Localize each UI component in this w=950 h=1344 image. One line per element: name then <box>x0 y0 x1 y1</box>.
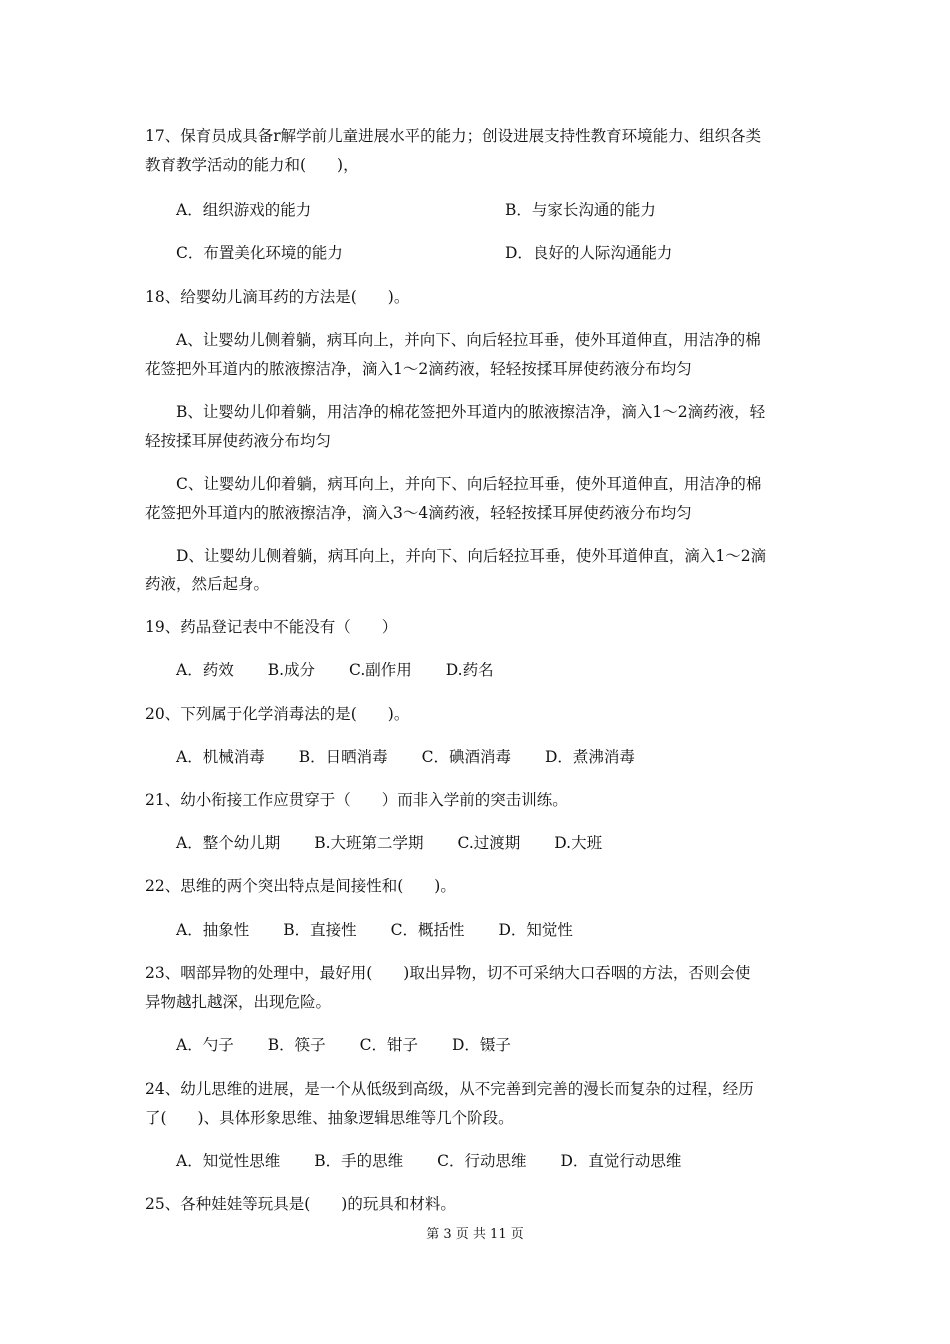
q18-option-a-line1: A、让婴幼儿侧着躺，病耳向上，并向下、向后轻拉耳垂，使外耳道伸直，用洁净的棉 <box>176 331 761 349</box>
q21-option-b: B.大班第二学期 <box>314 834 424 852</box>
q24-option-d: D．直觉行动思维 <box>560 1152 682 1170</box>
q22-option-d: D．知觉性 <box>498 921 573 939</box>
q21-stem: 21、幼小衔接工作应贯穿于（ ）而非入学前的突击训练。 <box>145 791 568 809</box>
q22-option-b: B．直接性 <box>283 921 357 939</box>
q19-stem: 19、药品登记表中不能没有（ ） <box>145 618 398 636</box>
q24-options <box>176 1151 846 1171</box>
q17-option-c: C．布置美化环境的能力 <box>176 244 343 262</box>
q18-option-b-line2: 轻按揉耳屏使药液分布均匀 <box>145 432 332 450</box>
q20-options <box>176 747 846 767</box>
q17-option-b: B．与家长沟通的能力 <box>505 201 656 219</box>
q19-option-d: D.药名 <box>445 661 494 679</box>
q19-options <box>176 660 846 680</box>
q18-option-c-line1: C、让婴幼儿仰着躺，病耳向上，并向下、向后轻拉耳垂，使外耳道伸直，用洁净的棉 <box>176 475 762 493</box>
q20-option-d: D．煮沸消毒 <box>544 748 635 766</box>
q23-options <box>176 1035 846 1055</box>
q18-option-b-line1: B、让婴幼儿仰着躺，用洁净的棉花签把外耳道内的脓液擦洁净，滴入1～2滴药液，轻 <box>176 403 766 421</box>
q22-option-a: A．抽象性 <box>176 921 250 939</box>
q24-stem-line2: 了( )、具体形象思维、抽象逻辑思维等几个阶段。 <box>145 1109 514 1127</box>
q23-option-c: C．钳子 <box>359 1036 418 1054</box>
q18-stem: 18、给婴幼儿滴耳药的方法是( )。 <box>145 288 410 306</box>
q17-option-d: D．良好的人际沟通能力 <box>505 244 673 262</box>
q23-stem-line2: 异物越扎越深，出现危险。 <box>145 993 332 1011</box>
q24-option-c: C．行动思维 <box>437 1152 527 1170</box>
q18-option-d-line2: 药液，然后起身。 <box>145 575 270 593</box>
q23-stem-line1: 23、咽部异物的处理中，最好用( )取出异物，切不可采纳大口吞咽的方法，否则会使 <box>145 964 751 982</box>
q21-options <box>176 833 846 853</box>
q21-option-d: D.大班 <box>554 834 603 852</box>
q20-stem: 20、下列属于化学消毒法的是( )。 <box>145 705 410 723</box>
q19-option-a: A．药效 <box>176 661 234 679</box>
q22-options <box>176 920 846 940</box>
q24-stem-line1: 24、幼儿思维的进展，是一个从低级到高级，从不完善到完善的漫长而复杂的过程，经历 <box>145 1080 754 1098</box>
q18-option-d-line1: D、让婴幼儿侧着躺，病耳向上，并向下、向后轻拉耳垂，使外耳道伸直，滴入1～2滴 <box>176 547 767 565</box>
q18-option-a-line2: 花签把外耳道内的脓液擦洁净，滴入1～2滴药液，轻轻按揉耳屏使药液分布均匀 <box>145 360 692 378</box>
q20-option-c: C．碘酒消毒 <box>421 748 511 766</box>
q22-option-c: C．概括性 <box>390 921 465 939</box>
q19-option-b: B.成分 <box>267 661 316 679</box>
q21-option-a: A．整个幼儿期 <box>176 834 281 852</box>
q17-stem-line2: 教育教学活动的能力和( )， <box>145 156 359 174</box>
q22-stem: 22、思维的两个突出特点是间接性和( )。 <box>145 877 456 895</box>
q20-option-a: A．机械消毒 <box>176 748 265 766</box>
q25-stem: 25、各种娃娃等玩具是( )的玩具和材料。 <box>145 1195 456 1213</box>
q18-option-c-line2: 花签把外耳道内的脓液擦洁净，滴入3～4滴药液，轻轻按揉耳屏使药液分布均匀 <box>145 504 692 522</box>
q23-option-d: D．镊子 <box>451 1036 511 1054</box>
q19-option-c: C.副作用 <box>349 661 412 679</box>
q17-option-a: A．组织游戏的能力 <box>176 201 312 219</box>
q20-option-b: B．日晒消毒 <box>298 748 388 766</box>
q24-option-a: A．知觉性思维 <box>176 1152 281 1170</box>
q24-option-b: B．手的思维 <box>314 1152 404 1170</box>
q17-stem-line1: 17、保育员成具备r解学前儿童进展水平的能力；创设进展支持性教育环境能力、组织各类 <box>145 127 762 145</box>
q23-option-b: B．筷子 <box>267 1036 326 1054</box>
q21-option-c: C.过渡期 <box>457 834 521 852</box>
page-number-footer: 第 3 页 共 11 页 <box>426 1227 524 1242</box>
q23-option-a: A．勺子 <box>176 1036 234 1054</box>
